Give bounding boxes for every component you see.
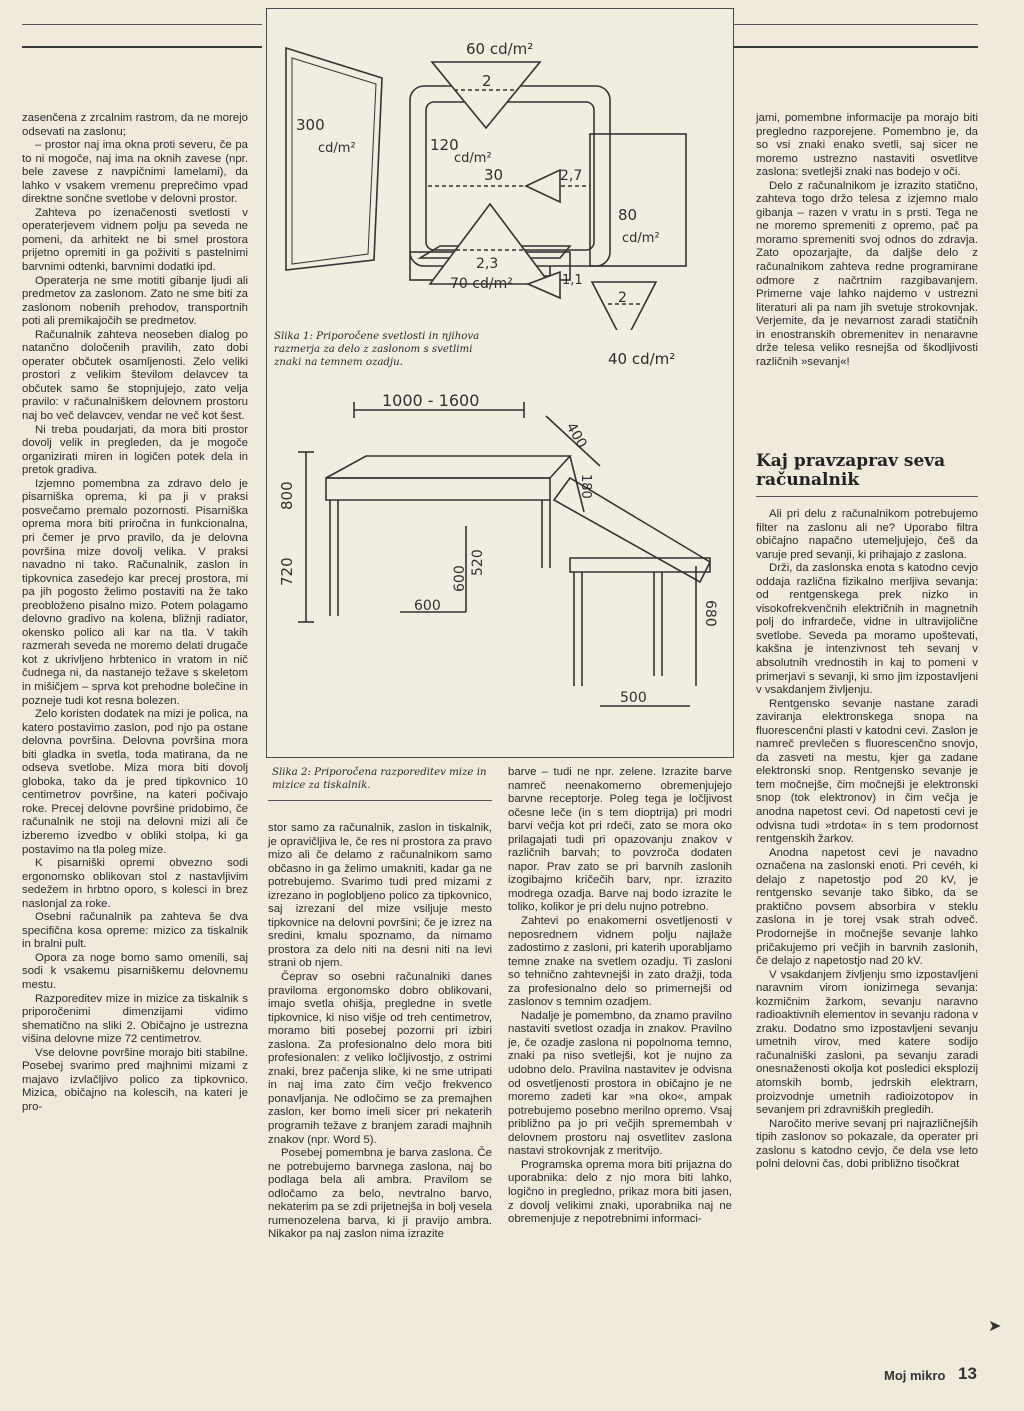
label-top-ratio: 2 [482,72,492,90]
dim-side-height: 680 [702,600,718,627]
footer-magazine-name: Moj mikro [884,1368,946,1383]
label-kb-lum: 70 cd/m² [450,276,513,292]
paragraph: Ni treba poudarjati, da mora biti prostor dovolj velik in pregleden, da je mogoče organizirati miren in logičen potek dela in pretok gradiva. [22,423,248,477]
label-right-unit: cd/m² [622,231,660,246]
top-rule-left-thin [22,24,262,25]
top-rule-right-thin [732,24,978,25]
label-right-lum: 80 [618,206,638,224]
footer-page-number: 13 [958,1364,977,1383]
continue-arrow-icon: ➤ [988,1318,1002,1335]
paragraph: Nadalje je pomembno, da znamo pravilno nastaviti svetlost ozadja in znakov. Pravilno je, če ozadje zaslona ni popolnoma temno, znaki pa niso svetlejši, kot je nujno za udobno delo. Pravilna nastavitev je odvisna od osvetljenosti prostora in običajno je ne moremo zadeti kar »na oko«, ampak potrebujemo posebno merilno opremo. Vsaj približno pa jo pri večjih spremembah v delovnem prostoru naj osvetlitev zaslona nastavi strokovnjak z meritvijo. [508,1009,732,1158]
text-column-1 [22,112,248,1322]
paragraph: barve – tudi ne npr. zelene. Izrazite barve namreč neenakomerno obremenjujejo barvne receptorje. Poleg tega je ločljivost očesne leče (in s tem dioptrija) pri modri barvi večja kot pri rdeči, zato se mora oko prilagajati tudi pri opazovanju znakov v različnih barvah; to povzroča dodaten napor. Prav zato se pri barvnih zaslonih izogibajmo kričečih barv, npr. izrazito modrega ozadja. Barve naj bodo izrazite le toliko, kolikor je pri delu nujno potrebno. [508,766,732,914]
paragraph: Zelo koristen dodatek na mizi je polica, na katero postavimo zaslon, pod njo pa ostane delovna površina. Delovna površina mora biti gladka in svetla, toda matirana, da ne odseva svetlobe. Miza mora biti dovolj globoka, tako da je pred tipkovnico 10 centimetrov površine, na kateri počivajo roke. Precej delovne površine pridobimo, če računalnik ne stoji na delovni mizi ali če izberemo izvedbo v obliki stolpa, ki ga postavimo na tla poleg mize. [22,708,248,856]
paragraph: Čeprav so osebni računalniki danes praviloma ergonomsko dobro oblikovani, imajo svetla ohišja, pregledne in svetle tipkovnice, ki niso višje od treh centimetrov, moramo biti posebej pozorni pri izbiri zaslona. Za profesionalno delo mora biti profesionalen: z veliko ločljivostjo, z ostrimi znaki, brez pačenja slike, ki ne sme utripati in naj ima zato čim večjo frekvenco ponavljanja. Ne odločimo se za premajhen zaslon, ker bomo imeli sicer pri nekaterih programih težave z branjem zaradi majhnih znakov (npr. Word 5). [268,971,492,1146]
figure-2-caption: Slika 2: Priporočena razporeditev mize in mizice za tiskalnik. [272,767,487,791]
text-column-4-bottom [756,508,978,1334]
dim-depth: 800 [278,481,296,510]
top-rule-left [22,46,262,48]
heading-rule [756,496,978,497]
paragraph: Izjemno pomembna za zdravo delo je pisarniška oprema, ki pa ji v praksi posvečamo premalo pozornosti. Pisarniška oprema mora biti priročna in funkcionalna, pri čemer je prvo pravilo, da je delovna površina mize dovolj velika. V praksi navadno ni tako. Računalnik, zaslon in tipkovnica zasedejo kar precej prostora, mi pa jih pogosto želimo postaviti na že tako preobloženo pisalno mizo. Potem polagamo delovno gradivo na kolena, bližnji radiator, okensko polico ali kar na tla. V takih razmerah seveda ne moremo delati drugače kot z ukrivljeno hrbtenico in vratom in nič čudnega ni, da nastanejo težave s skeletom in mišičjem – sprva kot prehodne bolečine in pozneje tudi kot resna bolezen. [22,477,248,707]
dim-small-width: 600 [414,598,441,614]
label-top-lum: 60 cd/m² [466,40,534,58]
caption-rule [268,800,492,801]
label-kb-ratio: 2,3 [476,256,499,272]
paragraph: Posebej pomembna je barva zaslona. Če ne potrebujemo barvnega zaslona, naj bo podlaga bela ali ambra. Pravilom se odločamo za belo, nevtralno barvo, nekaterim pa se zdi prijetnejša in bolj vesela rumenozelena barva, ki ji pravijo ambra. Nikakor pa naj zaslon nima izrazite [268,1147,492,1241]
paragraph: jami, pomembne informacije pa morajo biti pregledno razporejene. Pomembno je, da so vsi znaki enako svetli, saj sicer ne moremo ustrezno nastaviti osvetlitve zaslona: svetlejši znaki nas bodejo v oči. [756,112,978,179]
dim-side-depth: 400 [562,420,590,452]
paragraph: Programska oprema mora biti prijazna do uporabnika: delo z njo mora biti lahko, logično in pregledno, prikaz mora biti jasen, z dovolj velikimi znaki, uporabnika naj ne obremenjuje z nepotrebnimi informaci- [508,1158,732,1226]
paragraph: Osebni računalnik pa zahteva še dva specifična kosa opreme: mizico za tiskalnik in bralni pult. [22,911,248,951]
text-column-3 [508,766,732,1332]
label-screen-lum: 120 [430,136,459,154]
top-rule-right [732,46,978,48]
section-heading: Kaj pravzaprav seva računalnik [756,451,946,490]
paragraph: zasenčena z zrcalnim rastrom, da ne morejo odsevati na zaslonu; [22,112,248,138]
label-screen-unit: cd/m² [454,151,492,166]
paragraph: Zahteva po izenačenosti svetlosti v operaterjevem vidnem polju pa seveda ne pomeni, da arhitekt ne bi smel prostora prijetno opremiti in ga poživiti s pastelnimi barvnimi odtenki, barvnimi dodatki ipd. [22,206,248,274]
paragraph: Vse delovne površine morajo biti stabilne. Posebej svarimo pred majhnimi mizami z majavo izvlačljivo polico za tipkovnico. Mizica, običajno na kolescih, na kateri je pro- [22,1046,248,1113]
label-window-lum: 300 [296,116,325,134]
dim-small-depth: 600 [452,565,468,592]
paragraph: – prostor naj ima okna proti severu, če pa to ni mogoče, naj ima na oknih zavese (npr. bele zavese z navpičnimi lamelami), da lahko v vsakem vremenu preprečimo vpad direktne sončne svetlobe v delovni prostor. [22,139,248,206]
label-bottom-lum: 40 cd/m² [608,350,676,368]
text-column-2 [268,822,492,1332]
figure-2-desk-diagram [270,386,730,750]
dim-side-offset: 180 [578,474,593,499]
paragraph: Rentgensko sevanje nastane zaradi zaviranja elektronskega snopa na fluorescenčni plasti v katodni cevi. Zaslon je namreč prevlečen s fluorescenčno snovjo, da zasveti na mestu, kjer ga zadane elektronski snop. Rentgensko sevanje je tem močnejše, čim močnejši je elektronski snop (tok elektronov) in čim večja je anodna napetost cevi. Od napetosti cevi je odvisna tudi »trdota« in s tem prodornost rentgenskih žarkov. [756,697,978,846]
label-side-ratio: 2,7 [560,168,583,184]
paragraph: Naročito merive sevanj pri najrazličnejših tipih zaslonov so pokazale, da operater pri zaslonu s katodno cevjo, če dela vse leto polni delovni čas, dobi približno tisočkrat [756,1117,978,1171]
paragraph: Zahtevi po enakomerni osvetljenosti v neposrednem vidnem polju najlaže zadostimo z zasloni, pri katerih uporabljamo temne znake na svetlem ozadju. Ti zasloni so tehnično zahtevnejši in zato dražji, toda za profesionalno delo so primernejši od zaslonov s temnim ozadjem. [508,915,732,1009]
dim-width-range: 1000 - 1600 [382,391,480,410]
paragraph: Opora za noge bomo samo omenili, saj sodi k vsakemu pisarniškemu delovnemu mestu. [22,951,248,991]
paragraph: Operaterja ne sme motiti gibanje ljudi ali predmetov za zaslonom. Zato ne sme biti za zaslonom nobenih prehodov, transportnih poti ali premikajočih se predmetov. [22,274,248,328]
text-column-4-top [756,112,978,438]
dim-height: 720 [278,557,296,586]
paragraph: Razporeditev mize in mizice za tiskalnik s priporočenimi dimenzijami vidimo shematično na sliki 2. Običajno je ustrezna višina delovne mize 72 centimetrov. [22,992,248,1046]
paragraph: Delo z računalnikom je izrazito statično, zahteva togo držo telesa z izjemno malo gibanja – razen v vratu in s prsti. Tega ne ne moremo spremeniti z opremo, pač pa moramo spremeniti svoj odnos do zdravja. Zato opozarjajte, da daljše delo z računalnikom zahteva redne programirane odmore z načrtnim razgibavanjem. Primerne vaje lahko najdemo v ustrezni literaturi ali pa nam jih svetuje strokovnjak. Verjemite, da je nevarnost zaradi statičnih in enostranskih obremenitev in nenaravne drže telesa veliko resnejša od škodljivosti različnih »sevanj«! [756,179,978,368]
figure-1-caption: Slika 1: Priporočene svetlosti in njihova razmerja za delo z zaslonom s svetlimi znaki na temnem ozadju. [274,331,480,368]
label-window-unit: cd/m² [318,141,356,156]
paragraph: Drži, da zaslonska enota s katodno cevjo oddaja različna fizikalno merljiva sevanja: od rentgenskega prek nizko in visokofrekvenčnih električnih in magnetnih polj do infrardeče, vidne in ultravijolične svetlobe. Seveda pa moramo upoštevati, kakšna je intenzivnost teh sevanj v absolutnih vrednostih in kaj to pomeni v primerjavi s sevanji, ki smo jim izpostavljeni v vsakdanjem življenju. [756,562,978,697]
paragraph: K pisarniški opremi obvezno sodi ergonomsko oblikovan stol z nastavljivim sedežem in hrbtno oporo, s kolesci in brez naslonjal za roke. [22,857,248,910]
paragraph: V vsakdanjem življenju smo izpostavljeni naravnim virom ionizirnega sevanja: kozmičnim žarkom, sevanju naravno radioaktivnih elementov in sevanju radona v zraku. Dodatno smo izpostavljeni sevanju umetnih virov, med katere sodijo računalniški zasloni, pa sevanju zaradi onesnaženosti okolja kot posledici eksplozij atomskih bomb, jedrskih elektrarn, proizvodnje umetnih radioizotopov in sevanjem pri zdravniških pregledih. [756,968,978,1117]
label-screen-ratio: 30 [484,166,504,184]
label-right-tri-ratio: 2 [618,290,627,306]
dim-side-width: 500 [620,690,647,706]
paragraph: stor samo za računalnik, zaslon in tiskalnik, je opravičljiva le, če res ni prostora za pravo mizo ali če delamo z računalnikom samo občasno in ga želimo umakniti, kadar ga ne potrebujemo. Svarimo tudi pred mizami z izrezano in poglobljeno polico za tipkovnico, saj izrezani del mize vsiljuje mesto tipkovnice na delovni površini; če je izrez na sredini, kmalu spoznamo, da nimamo prostora za delo niti na desni niti na levi strani ob njem. [268,822,492,970]
paragraph: Računalnik zahteva neoseben dialog po natančno določenih pravilih, zato dobi operater občutek osamljenosti. Zelo veliki prostori z velikim številom delavcev ta občutek samo še stopnjujejo, zato velja pravilo: v računalniškem delovnem prostoru naj bo več delavcev, vendar ne več kot šest. [22,328,248,423]
dim-small-height: 520 [470,549,486,576]
label-kb-side-ratio: 1,1 [562,273,583,288]
figure-1-luminance-diagram [270,14,730,330]
paragraph: Ali pri delu z računalnikom potrebujemo filter na zaslonu ali ne? Uporabo filtra običajno napačno utemeljujejo, češ da varuje pred sevanji, ki prihajajo z zaslona. [756,508,978,561]
paragraph: Anodna napetost cevi je navadno označena na zaslonski enoti. Pri cevéh, ki delajo z napetostjo pod 20 kV, je rentgensko sevanje tako šibko, da se praktično povsem absorbira v steklu zaslona in je torej vsak strah odveč. Prodornejše in močnejše sevanje lahko pričakujemo pri večjih in barvnih zaslonih, če delajo z napetostjo nad 20 kV. [756,846,978,968]
